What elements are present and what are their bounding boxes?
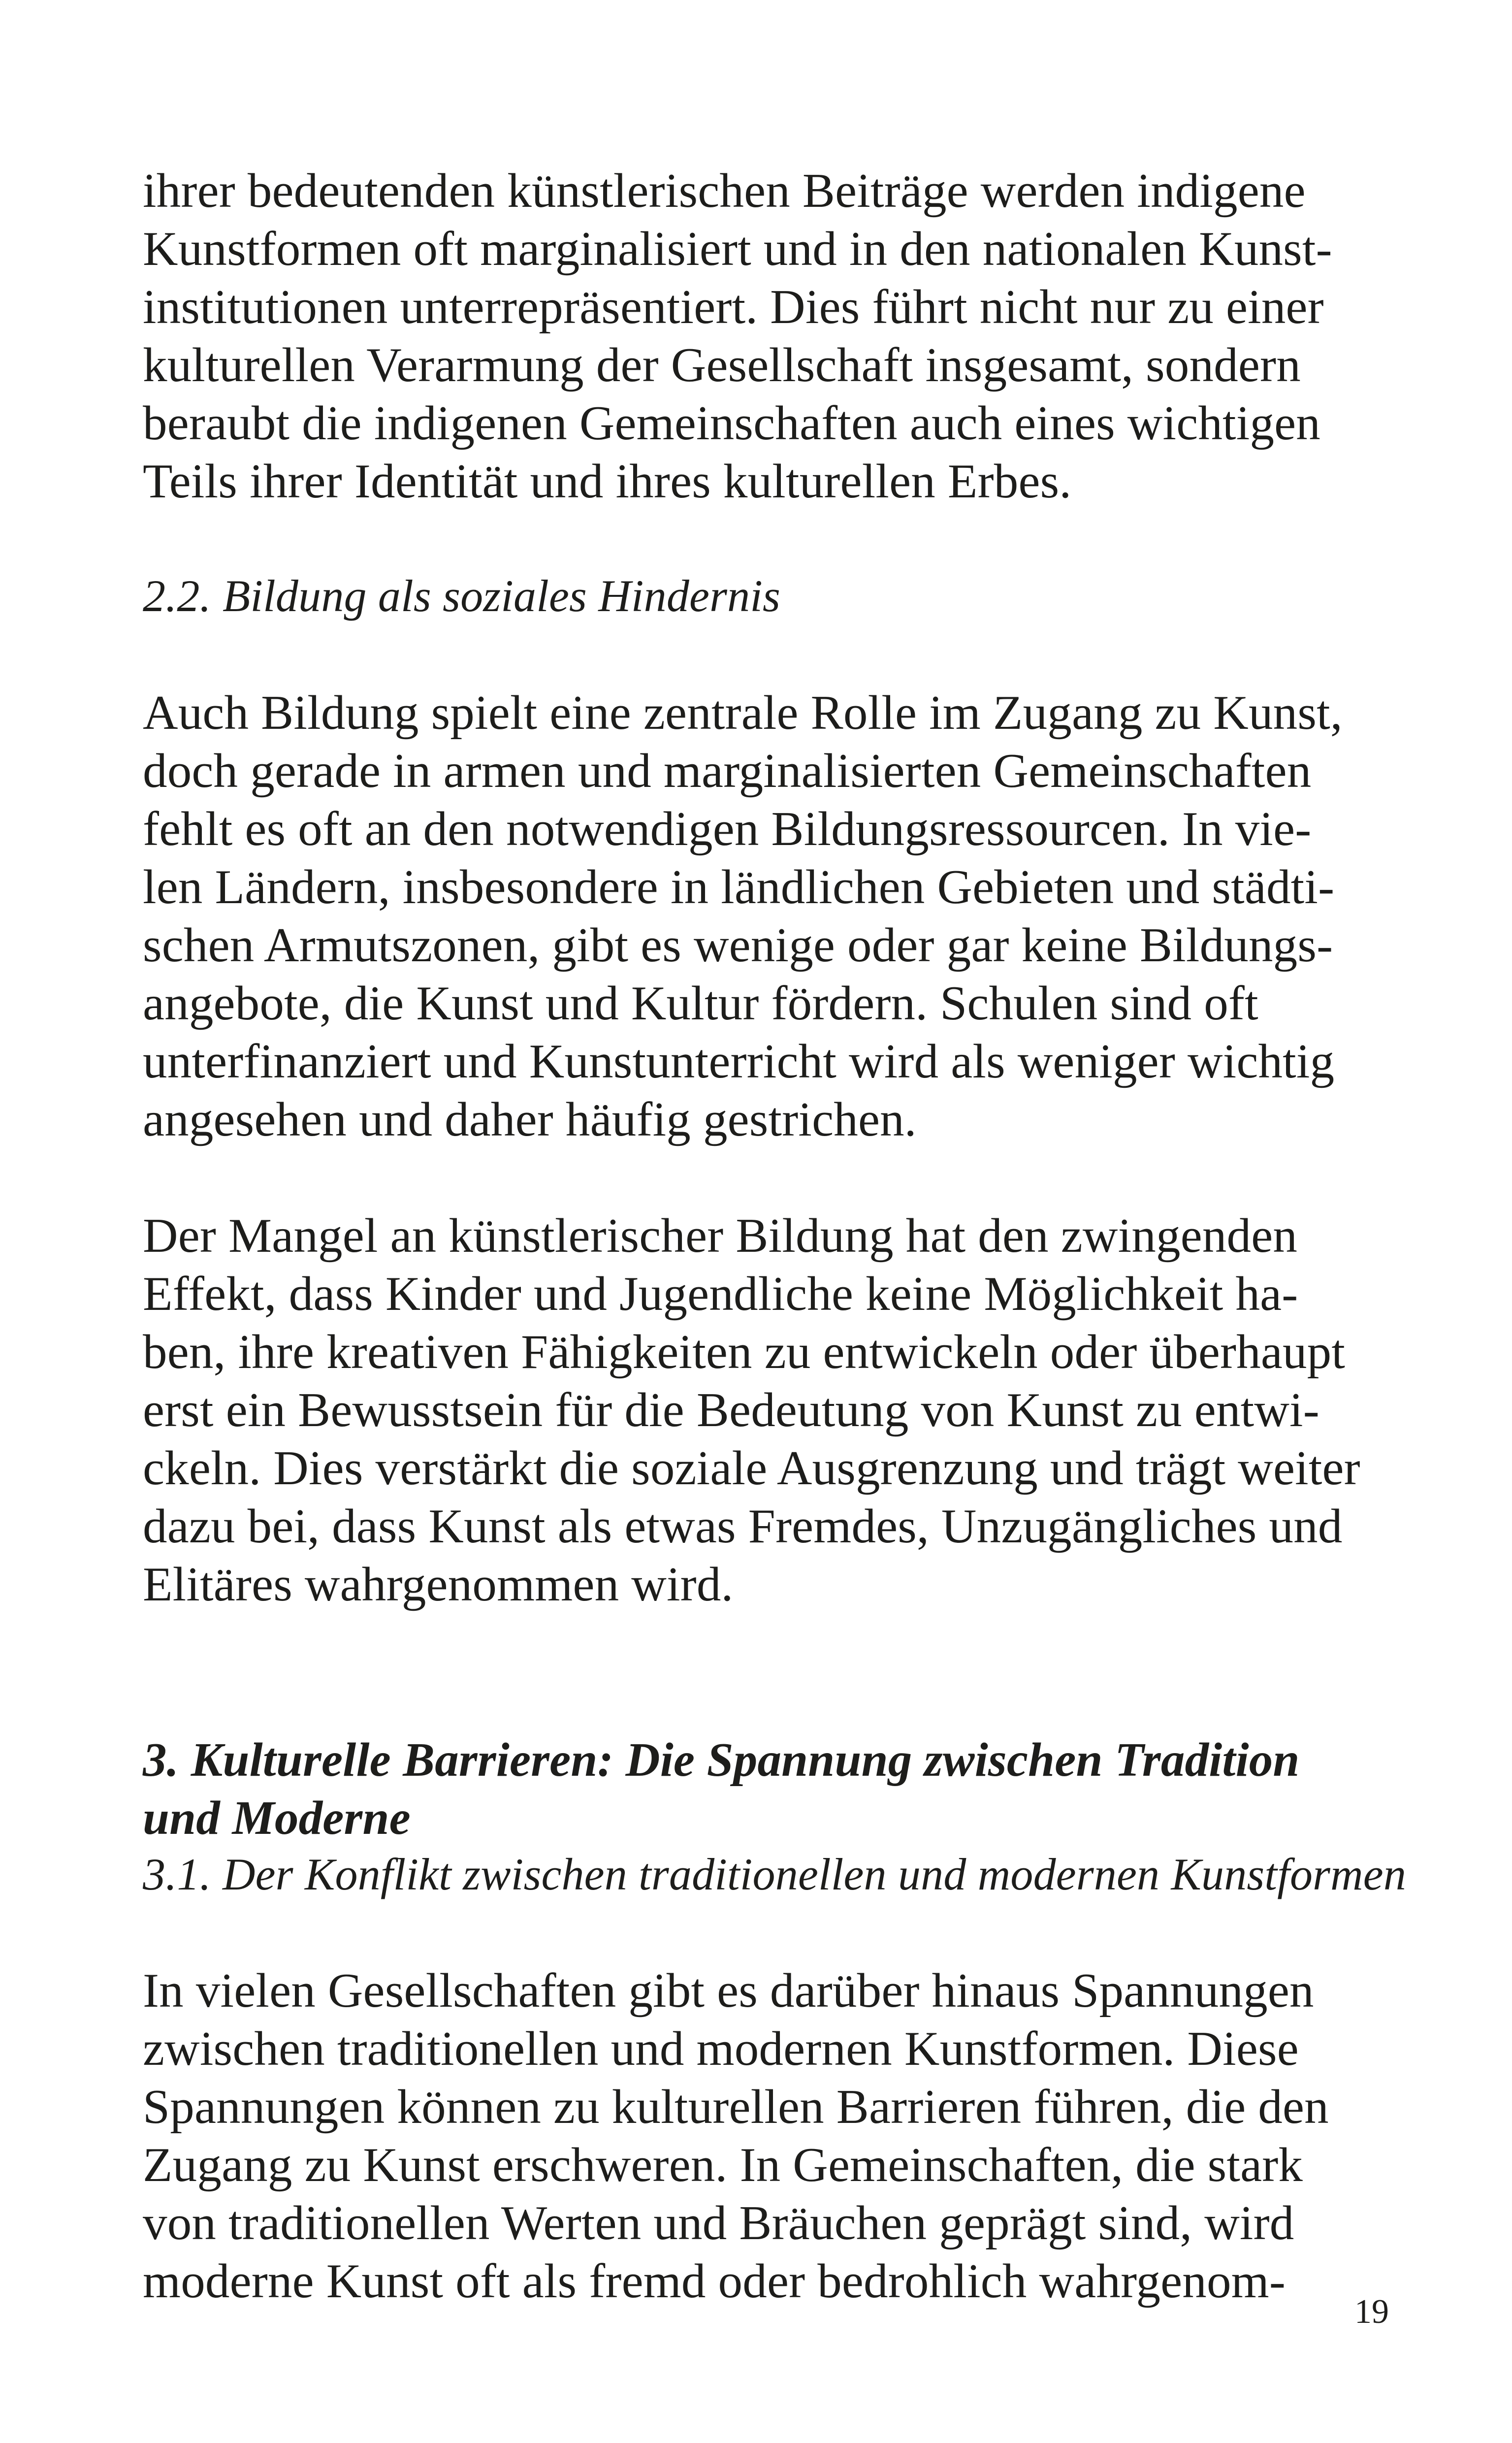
text-line: fehlt es oft an den notwendigen Bildungsressourcen. In vie- [143,802,1312,856]
text-line: zwischen traditionellen und modernen Kunstformen. Diese [143,2022,1299,2076]
subsection-heading: 2.2. Bildung als soziales Hindernis [143,571,781,621]
section-heading-line: 3. Kulturelle Barrieren: Die Spannung zwischen Tradition [143,1733,1300,1786]
text-line: unterfinanziert und Kunstunterricht wird als weniger wichtig [143,1035,1335,1088]
text-line: von traditionellen Werten und Bräuchen geprägt sind, wird [143,2196,1294,2250]
text-line: Kunstformen oft marginalisiert und in den nationalen Kunst- [143,222,1332,276]
text-line: kulturellen Verarmung der Gesellschaft insgesamt, sondern [143,338,1301,392]
text-line: Effekt, dass Kinder und Jugendliche keine Möglichkeit ha- [143,1267,1298,1321]
text-line: dazu bei, dass Kunst als etwas Fremdes, Unzugängliches und [143,1499,1343,1553]
text-line: erst ein Bewusstsein für die Bedeutung von Kunst zu entwi- [143,1383,1319,1437]
page-number: 19 [1354,2293,1389,2331]
text-line: Auch Bildung spielt eine zentrale Rolle im Zugang zu Kunst, [143,686,1343,740]
text-line: moderne Kunst oft als fremd oder bedrohlich wahrgenom- [143,2254,1286,2308]
text-line: institutionen unterrepräsentiert. Dies führt nicht nur zu einer [143,280,1324,334]
text-line: ben, ihre kreativen Fähigkeiten zu entwickeln oder überhaupt [143,1325,1346,1379]
text-line: Zugang zu Kunst erschweren. In Gemeinschaften, die stark [143,2138,1303,2192]
text-line: angesehen und daher häufig gestrichen. [143,1093,917,1146]
text-line: Elitäres wahrgenommen wird. [143,1558,734,1611]
text-line: Der Mangel an künstlerischer Bildung hat den zwingenden [143,1209,1298,1263]
section-heading-line: und Moderne [143,1792,411,1844]
text-line: angebote, die Kunst und Kultur fördern. Schulen sind oft [143,977,1258,1030]
text-line: Teils ihrer Identität und ihres kulturellen Erbes. [143,455,1072,508]
text-line: schen Armutszonen, gibt es wenige oder gar keine Bildungs- [143,918,1333,972]
text-line: In vielen Gesellschaften gibt es darüber hinaus Spannungen [143,1964,1314,2018]
text-line: ckeln. Dies verstärkt die soziale Ausgrenzung und trägt weiter [143,1441,1360,1495]
subsection-heading: 3.1. Der Konflikt zwischen traditionellen und modernen Kunstformen [143,1849,1407,1899]
text-line: len Ländern, insbesondere in ländlichen Gebieten und städti- [143,860,1335,914]
text-line: beraubt die indigenen Gemeinschaften auch eines wichtigen [143,396,1320,450]
text-line: Spannungen können zu kulturellen Barrieren führen, die den [143,2080,1329,2134]
text-line: doch gerade in armen und marginalisierten Gemeinschaften [143,744,1312,798]
text-line: ihrer bedeutenden künstlerischen Beiträge werden indigene [143,164,1306,218]
